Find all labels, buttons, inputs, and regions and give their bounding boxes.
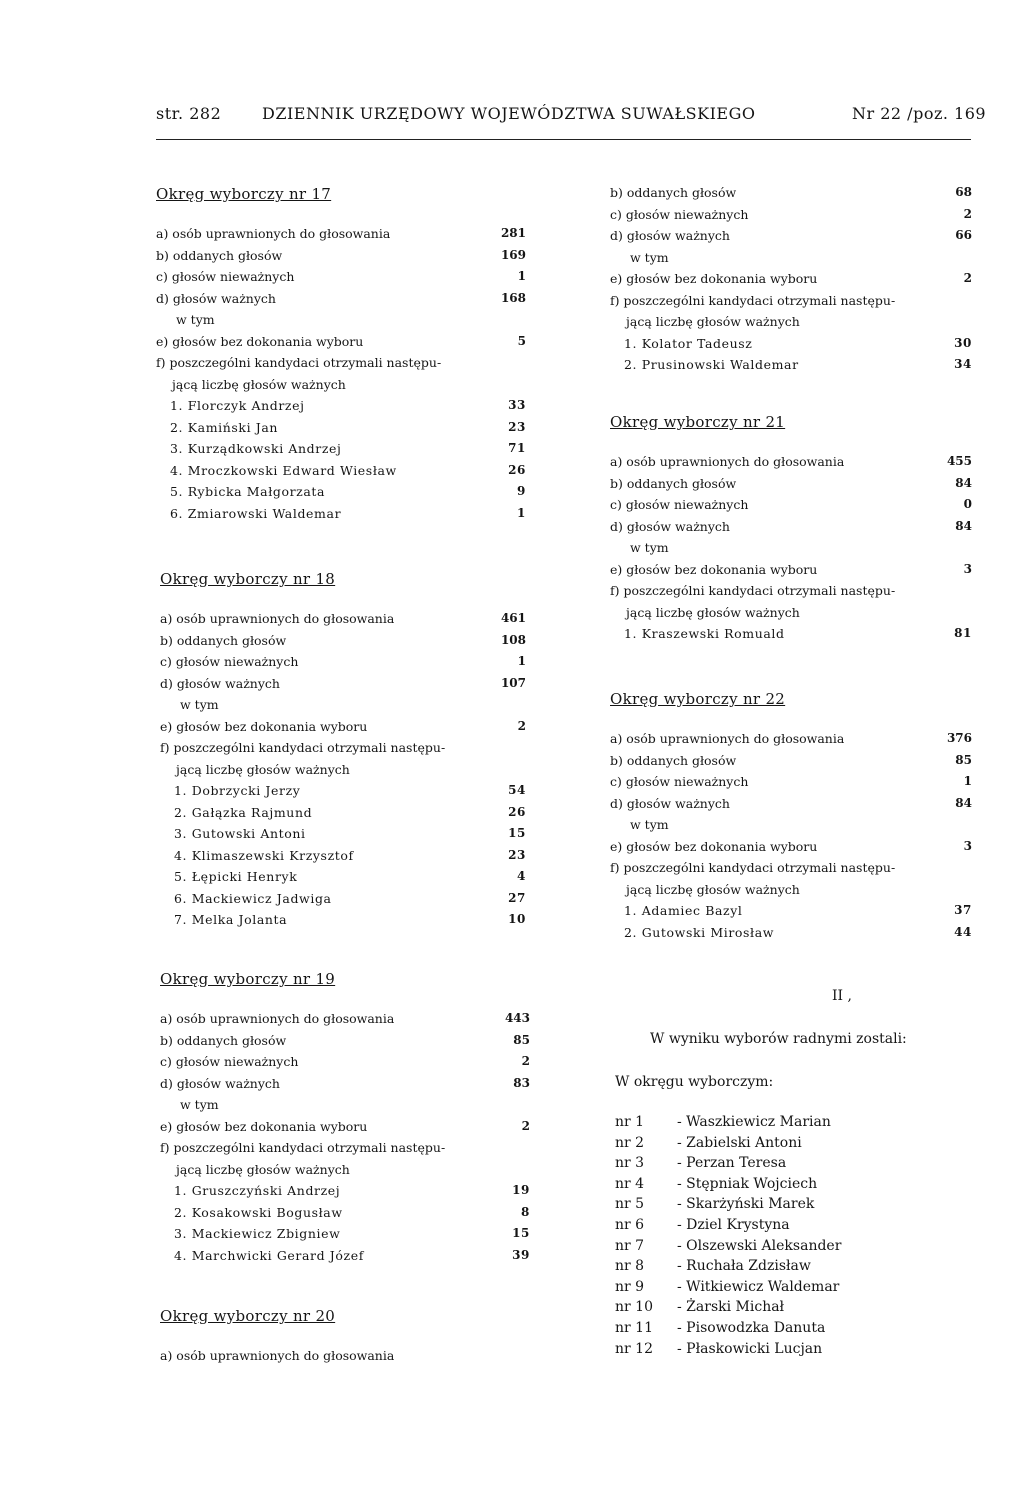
elected-row — [615, 1194, 841, 1215]
candidate-row — [610, 354, 972, 376]
district-number: nr 9 — [615, 1278, 645, 1295]
stat-label: a) osób uprawnionych do głosowania — [610, 454, 845, 469]
stat-label: c) głosów nieważnych — [160, 654, 299, 669]
stat-value: 84 — [955, 795, 972, 810]
candidate-votes: 9 — [517, 484, 526, 498]
stat-label: jącą liczbę głosów ważnych — [176, 761, 350, 777]
candidate-votes: 1 — [517, 505, 526, 520]
district-21 — [610, 413, 972, 645]
stat-label: d) głosów ważnych — [610, 518, 730, 534]
stat-label: f) poszczególni kandydaci otrzymali następu- — [160, 740, 446, 755]
district-20 — [160, 1307, 530, 1367]
stat-label: a) osób uprawnionych do głosowania — [156, 226, 391, 241]
stat-label: f) poszczególni kandydaci otrzymali następu- — [610, 860, 896, 875]
candidate-name: 3. Gutowski Antoni — [174, 826, 306, 841]
stat-row — [160, 1345, 530, 1367]
elected-row — [615, 1236, 841, 1257]
candidate-votes: 44 — [954, 924, 972, 939]
stat-row — [160, 1008, 530, 1030]
stat-row — [610, 451, 972, 473]
stat-row — [156, 309, 526, 331]
stat-row — [610, 879, 972, 901]
councillor-name: - Stępniak Wojciech — [677, 1175, 818, 1192]
stat-row — [610, 580, 972, 602]
candidate-row — [160, 909, 526, 931]
stat-value: 2 — [963, 271, 972, 285]
stat-label: b) oddanych głosów — [156, 247, 283, 263]
candidate-votes: 23 — [508, 847, 526, 862]
stat-label: a) osób uprawnionych do głosowania — [160, 611, 395, 626]
candidate-row — [160, 780, 526, 802]
stat-value: 83 — [513, 1075, 530, 1090]
stat-label: a) osób uprawnionych do głosowania — [160, 1348, 395, 1363]
results-intro: W wyniku wyborów radnymi zostali: — [650, 1031, 907, 1047]
councillor-name: - Perzan Teresa — [677, 1155, 787, 1172]
candidate-name: 1. Kolator Tadeusz — [624, 335, 753, 351]
stat-label: jącą liczbę głosów ważnych — [626, 314, 800, 329]
stat-label: w tym — [630, 817, 669, 832]
candidate-row — [156, 438, 526, 460]
candidate-votes: 54 — [508, 783, 526, 797]
stat-row — [610, 182, 972, 204]
candidate-row — [156, 503, 526, 525]
stat-value: 2 — [517, 718, 526, 733]
stat-label: a) osób uprawnionych do głosowania — [610, 731, 845, 746]
elected-row — [615, 1112, 841, 1133]
stat-row — [610, 559, 972, 581]
stat-row — [610, 268, 972, 290]
stat-label: w tym — [176, 312, 215, 327]
candidate-row — [156, 460, 526, 482]
candidate-row — [160, 866, 526, 888]
stat-row — [610, 516, 972, 538]
stat-label: d) głosów ważnych — [160, 675, 280, 691]
district-number: nr 12 — [615, 1340, 653, 1357]
stat-row — [156, 223, 526, 245]
candidate-votes: 26 — [508, 804, 526, 819]
candidate-name: 5. Rybicka Małgorzata — [170, 484, 326, 499]
stat-value: 68 — [955, 185, 972, 199]
stat-label: f) poszczególni kandydaci otrzymali następu- — [160, 1140, 446, 1155]
stat-row — [160, 673, 526, 695]
stat-row — [610, 728, 972, 750]
stat-value: 3 — [963, 838, 972, 853]
elected-row — [615, 1297, 841, 1318]
candidate-votes: 71 — [508, 441, 526, 455]
elected-row — [615, 1256, 841, 1277]
stat-value: 85 — [513, 1032, 530, 1047]
stat-row — [610, 225, 972, 247]
candidate-name: 6. Mackiewicz Jadwiga — [174, 890, 332, 906]
candidate-name: 2. Gałązka Rajmund — [174, 804, 313, 820]
stat-value: 84 — [955, 475, 972, 490]
candidate-votes: 19 — [512, 1183, 530, 1197]
stat-row — [156, 288, 526, 310]
journal-title: DZIENNIK URZĘDOWY WOJEWÓDZTWA SUWAŁSKIEGO — [262, 104, 756, 123]
stat-value: 107 — [500, 675, 526, 690]
candidate-name: 7. Melka Jolanta — [174, 912, 288, 927]
candidate-name: 5. Łępicki Henryk — [174, 869, 298, 884]
stat-value: 168 — [500, 290, 526, 305]
stat-row — [160, 1159, 530, 1181]
councillor-name: - Waszkiewicz Marian — [677, 1114, 831, 1130]
stat-label: c) głosów nieważnych — [610, 774, 749, 789]
district-title: Okręg wyborczy nr 20 — [160, 1307, 336, 1325]
stat-label: e) głosów bez dokonania wyboru — [156, 333, 364, 349]
candidate-name: 6. Zmiarowski Waldemar — [170, 505, 342, 521]
candidate-row — [610, 922, 972, 944]
elected-row — [615, 1174, 841, 1195]
elected-row — [615, 1318, 841, 1339]
stat-row — [160, 1137, 530, 1159]
stat-row — [610, 204, 972, 226]
stat-row — [160, 651, 526, 673]
district-22 — [610, 690, 972, 943]
stat-value: 376 — [946, 731, 972, 745]
stat-label: b) oddanych głosów — [160, 1032, 287, 1048]
stat-row — [610, 311, 972, 333]
candidate-row — [160, 888, 526, 910]
candidate-votes: 15 — [512, 1226, 530, 1240]
stat-label: jącą liczbę głosów ważnych — [176, 1161, 350, 1177]
stat-label: f) poszczególni kandydaci otrzymali następu- — [156, 355, 442, 370]
stat-label: c) głosów nieważnych — [160, 1054, 299, 1069]
stat-row — [160, 1030, 530, 1052]
councillor-name: - Ruchała Zdzisław — [677, 1258, 811, 1275]
district-17 — [156, 185, 526, 524]
candidate-name: 3. Kurządkowski Andrzej — [170, 441, 342, 456]
councillor-name: - Zabielski Antoni — [677, 1134, 802, 1151]
councillor-name: - Witkiewicz Waldemar — [677, 1278, 840, 1295]
stat-row — [160, 630, 526, 652]
stat-row — [160, 737, 526, 759]
district-20-continued — [610, 182, 972, 376]
candidate-votes: 81 — [954, 626, 972, 640]
candidate-name: 1. Dobrzycki Jerzy — [174, 783, 301, 798]
candidate-row — [160, 1223, 530, 1245]
stat-label: a) osób uprawnionych do głosowania — [160, 1011, 395, 1026]
stat-value: 1 — [517, 269, 526, 283]
candidate-votes: 26 — [508, 462, 526, 477]
candidate-votes: 4 — [517, 869, 526, 883]
candidate-row — [156, 395, 526, 417]
candidate-row — [160, 823, 526, 845]
stat-row — [610, 247, 972, 269]
councillor-name: - Pisowodzka Danuta — [677, 1319, 826, 1336]
candidate-row — [160, 1245, 530, 1267]
stat-label: b) oddanych głosów — [610, 185, 737, 200]
stat-value: 2 — [521, 1054, 530, 1068]
district-number: nr 6 — [615, 1216, 645, 1233]
candidate-row — [160, 845, 526, 867]
stat-row — [156, 245, 526, 267]
candidate-row — [610, 333, 972, 355]
candidate-name: 3. Mackiewicz Zbigniew — [174, 1226, 341, 1241]
stat-row — [610, 473, 972, 495]
candidate-name: 2. Prusinowski Waldemar — [624, 357, 799, 372]
candidate-name: 4. Marchwicki Gerard Józef — [174, 1247, 364, 1263]
header-rule — [156, 139, 971, 140]
candidate-row — [610, 900, 972, 922]
stat-value: 85 — [955, 752, 972, 767]
candidate-votes: 23 — [508, 419, 526, 434]
stat-row — [156, 331, 526, 353]
stat-label: w tym — [180, 1097, 219, 1112]
district-title: Okręg wyborczy nr 22 — [610, 690, 786, 708]
stat-label: jącą liczbę głosów ważnych — [172, 376, 346, 392]
councillor-name: - Żarski Michał — [677, 1299, 785, 1316]
stat-row — [156, 352, 526, 374]
stat-value: 2 — [963, 206, 972, 221]
stat-label: w tym — [630, 540, 669, 555]
stat-value: 5 — [517, 333, 526, 348]
district-title: Okręg wyborczy nr 21 — [610, 413, 786, 431]
stat-row — [156, 266, 526, 288]
stat-label: e) głosów bez dokonania wyboru — [160, 718, 368, 734]
district-19 — [160, 970, 530, 1266]
candidate-name: 4. Klimaszewski Krzysztof — [174, 847, 354, 863]
stat-row — [610, 494, 972, 516]
candidate-votes: 34 — [954, 357, 972, 371]
district-number: nr 2 — [615, 1134, 645, 1151]
stat-label: jącą liczbę głosów ważnych — [626, 604, 800, 620]
stat-row — [160, 1116, 530, 1138]
stat-label: f) poszczególni kandydaci otrzymali następu- — [610, 583, 896, 598]
councillor-name: - Płaskowicki Lucjan — [677, 1340, 823, 1357]
stat-label: d) głosów ważnych — [610, 228, 730, 243]
stat-label: c) głosów nieważnych — [610, 206, 749, 222]
candidate-row — [610, 623, 972, 645]
stat-row — [610, 750, 972, 772]
stat-row — [610, 602, 972, 624]
stat-row — [160, 716, 526, 738]
candidate-votes: 39 — [512, 1247, 530, 1262]
stat-value: 108 — [500, 632, 526, 647]
stat-value: 461 — [500, 611, 526, 625]
stat-row — [610, 290, 972, 312]
candidate-name: 2. Kamiński Jan — [170, 419, 279, 435]
stat-row — [160, 694, 526, 716]
candidate-votes: 8 — [521, 1204, 530, 1219]
stat-label: b) oddanych głosów — [610, 475, 737, 491]
district-number: nr 7 — [615, 1237, 645, 1254]
stat-label: jącą liczbę głosów ważnych — [626, 881, 800, 897]
district-number: nr 10 — [615, 1299, 653, 1316]
candidate-name: 1. Gruszczyński Andrzej — [174, 1183, 341, 1198]
candidate-name: 1. Kraszewski Romuald — [624, 626, 785, 641]
stat-row — [160, 1073, 530, 1095]
stat-label: c) głosów nieważnych — [156, 269, 295, 284]
candidate-votes: 10 — [508, 912, 526, 926]
elected-row — [615, 1277, 841, 1298]
page-number: str. 282 — [156, 104, 222, 123]
candidate-name: 2. Gutowski Mirosław — [624, 924, 775, 940]
stat-row — [160, 1094, 530, 1116]
stat-row — [160, 759, 526, 781]
stat-label: e) głosów bez dokonania wyboru — [610, 561, 818, 577]
stat-label: f) poszczególni kandydaci otrzymali następu- — [610, 292, 896, 308]
district-title: Okręg wyborczy nr 19 — [160, 970, 336, 988]
section-roman-numeral: II , — [832, 988, 852, 1004]
candidate-votes: 37 — [954, 903, 972, 917]
stat-value: 3 — [963, 561, 972, 576]
stat-value: 1 — [517, 654, 526, 668]
stat-label: w tym — [630, 249, 669, 265]
district-18 — [160, 570, 526, 931]
elected-list — [615, 1112, 841, 1359]
candidate-votes: 30 — [954, 335, 972, 350]
candidate-name: 1. Florczyk Andrzej — [170, 398, 305, 413]
stat-value: 66 — [955, 228, 972, 242]
stat-value: 2 — [521, 1118, 530, 1133]
councillor-name: - Olszewski Aleksander — [677, 1237, 842, 1254]
stat-label: b) oddanych głosów — [160, 632, 287, 648]
stat-row — [160, 1051, 530, 1073]
stat-row — [610, 836, 972, 858]
stat-row — [610, 537, 972, 559]
stat-value: 1 — [963, 774, 972, 788]
stat-value: 169 — [500, 247, 526, 262]
district-number: nr 4 — [615, 1175, 645, 1192]
stat-row — [610, 771, 972, 793]
candidate-row — [156, 481, 526, 503]
stat-row — [156, 374, 526, 396]
stat-label: c) głosów nieważnych — [610, 497, 749, 512]
councillor-name: - Dziel Krystyna — [677, 1216, 790, 1233]
district-number: nr 3 — [615, 1155, 645, 1172]
candidate-votes: 15 — [508, 826, 526, 840]
elected-row — [615, 1153, 841, 1174]
stat-label: e) głosów bez dokonania wyboru — [160, 1118, 368, 1134]
elected-row — [615, 1215, 841, 1236]
district-number: nr 8 — [615, 1258, 645, 1275]
district-title: Okręg wyborczy nr 17 — [156, 185, 332, 203]
district-title: Okręg wyborczy nr 18 — [160, 570, 336, 588]
stat-row — [610, 793, 972, 815]
stat-row — [610, 857, 972, 879]
councillor-name: - Skarżyński Marek — [677, 1196, 815, 1213]
stat-label: d) głosów ważnych — [160, 1075, 280, 1091]
district-number: nr 5 — [615, 1196, 645, 1213]
stat-value: 455 — [946, 454, 972, 468]
elected-row — [615, 1133, 841, 1154]
candidate-row — [156, 417, 526, 439]
elected-row — [615, 1339, 841, 1360]
candidate-row — [160, 1180, 530, 1202]
stat-row — [610, 814, 972, 836]
stat-label: e) głosów bez dokonania wyboru — [610, 838, 818, 854]
candidate-row — [160, 802, 526, 824]
position-reference: Nr 22 /poz. 169 — [852, 104, 987, 123]
stat-value: 281 — [500, 226, 526, 240]
district-number: nr 1 — [615, 1114, 645, 1130]
stat-label: w tym — [180, 697, 219, 712]
district-number: nr 11 — [615, 1319, 653, 1336]
candidate-name: 1. Adamiec Bazyl — [624, 903, 743, 918]
candidate-row — [160, 1202, 530, 1224]
stat-row — [160, 608, 526, 630]
results-district-label: W okręgu wyborczym: — [615, 1074, 774, 1090]
stat-value: 0 — [963, 497, 972, 511]
stat-label: b) oddanych głosów — [610, 752, 737, 768]
stat-value: 443 — [504, 1011, 530, 1025]
candidate-name: 2. Kosakowski Bogusław — [174, 1204, 343, 1220]
stat-label: e) głosów bez dokonania wyboru — [610, 271, 818, 286]
candidate-name: 4. Mroczkowski Edward Wiesław — [170, 462, 397, 478]
stat-value: 84 — [955, 518, 972, 533]
candidate-votes: 27 — [508, 890, 526, 905]
stat-label: d) głosów ważnych — [156, 290, 276, 306]
candidate-votes: 33 — [508, 398, 526, 412]
stat-label: d) głosów ważnych — [610, 795, 730, 811]
